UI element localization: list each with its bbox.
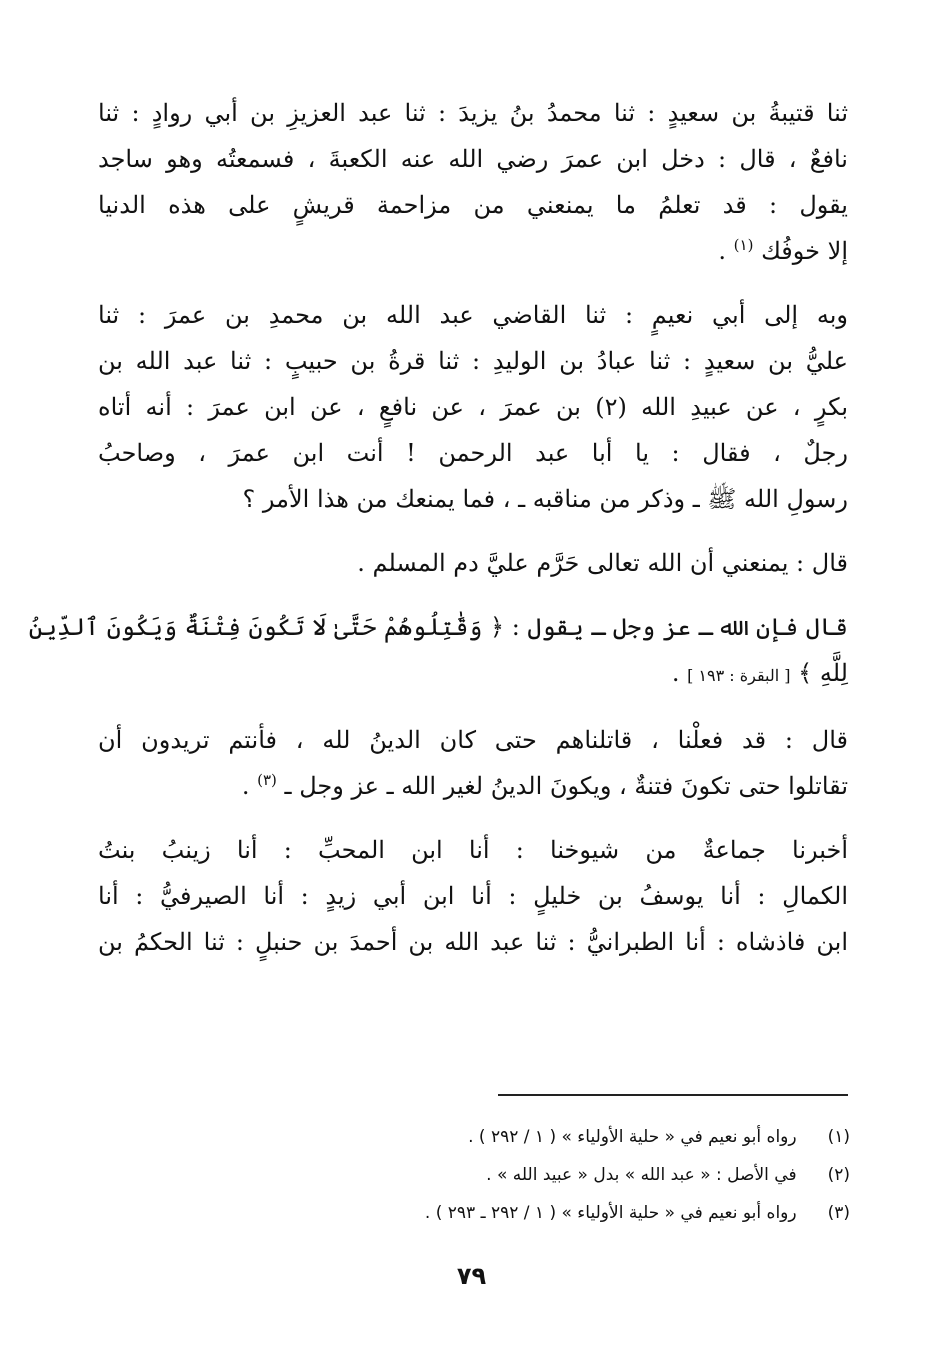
paragraph-1: [98, 90, 848, 274]
footnote-number: (٣): [827, 1203, 850, 1223]
main-text: [28, 90, 849, 983]
quran-verse-end-line: [98, 650, 848, 699]
text-segment: تقاتلوا حتى تكونَ فتنةٌ ، ويكونَ الدينُ لغير الله ـ عز وجل ـ: [284, 772, 848, 800]
text-segment: إلا خوفُك: [761, 237, 848, 265]
footnote-number: (١): [827, 1127, 850, 1147]
text-line: قال : قد فعلْنا ، قاتلناهم حتى كان الدينُ لله ، فأنتم تريدون أن: [98, 726, 848, 754]
text-line: عليُّ بن سعيدٍ : ثنا عبادُ بن الوليدِ : ثنا قرةُ بن حبيبٍ : ثنا عبد الله بن: [98, 347, 848, 375]
footnotes: [98, 1118, 850, 1232]
footnote-3: [98, 1194, 850, 1232]
footnote-marker: (٣): [257, 771, 277, 789]
text-line-with-footnote: [98, 763, 848, 809]
footnote-2: [98, 1156, 850, 1194]
page-number: ٧٩: [456, 1262, 487, 1290]
quran-verse-line: قال فإن الله ـ عز وجل ـ يقول : ﴿ وَقَٰتِلُوهُمْ حَتَّىٰ لَا تَكُونَ فِتْنَةٌ وَيَكُونَ ٱلدِّينُ: [28, 613, 848, 641]
text-segment: .: [241, 772, 258, 800]
text-line: يقول : قد تعلمُ ما يمنعني من مزاحمة قريشٍ على هذه الدنيا: [98, 191, 848, 219]
text-line: ثنا قتيبةُ بن سعيدٍ : ثنا محمدُ بنُ يزيدَ : ثنا عبد العزيزِ بن أبي روادٍ : ثنا: [98, 99, 848, 127]
text-line: ابن فاذشاه : أنا الطبرانيُّ : ثنا عبد الله بن أحمدَ بن حنبلٍ : ثنا الحكمُ بن: [98, 928, 848, 956]
paragraph-4: [28, 604, 848, 699]
paragraph-5: [98, 717, 848, 809]
footnote-number: (٢): [827, 1165, 850, 1185]
text-line: وبه إلى أبي نعيمٍ : ثنا القاضي عبد الله بن محمدِ بن عمرَ : ثنا: [98, 301, 848, 329]
text-line: قال : يمنعني أن الله تعالى حَرَّم عليَّ دم المسلم .: [357, 549, 848, 577]
paragraph-2: [98, 292, 848, 522]
footnote-marker: (١): [733, 236, 754, 254]
footnote-text: رواه أبو نعيم في « حلية الأولياء » ( ١ / ٢٩٢ ) .: [468, 1127, 797, 1147]
paragraph-6: [98, 827, 848, 965]
text-line: رسولِ الله ﷺ ـ وذكر من مناقبه ـ ، فما يمنعك من هذا الأمر ؟: [242, 485, 848, 513]
footnote-divider: [498, 1094, 848, 1096]
text-segment: .: [671, 659, 688, 687]
text-line-with-footnote: [98, 228, 848, 274]
text-line: رجلٌ ، فقال : يا أبا عبد الرحمن ! أنت ابن عمرَ ، وصاحبُ: [98, 439, 848, 467]
text-line: الكمالِ : أنا يوسفُ بن خليلٍ : أنا ابن أبي زيدٍ : أنا الصيرفيُّ : أنا: [98, 882, 849, 910]
text-line: أخبرنا جماعةٌ من شيوخنا : أنا ابن المحبِّ : أنا زينبُ بنتُ: [98, 836, 848, 864]
footnote-1: [98, 1118, 850, 1156]
paragraph-3: [98, 540, 848, 586]
text-segment: .: [718, 237, 734, 265]
text-line: بكرٍ ، عن عبيدِ الله (٢) بن عمرَ ، عن نافعٍ ، عن ابن عمرَ : أنه أتاه: [98, 393, 849, 421]
footnote-text: رواه أبو نعيم في « حلية الأولياء » ( ١ / ٢٩٢ ـ ٢٩٣ ) .: [424, 1203, 797, 1223]
text-line: نافعٌ ، قال : دخل ابن عمرَ رضي الله عنه الكعبةَ ، فسمعتُه وهو ساجد: [98, 145, 848, 173]
quran-verse-end: لِلَّهِ ﴾: [798, 659, 848, 687]
verse-reference: [ البقرة : ١٩٣ ]: [687, 666, 791, 685]
footnote-text: في الأصل : « عبد الله » بدل « عبيد الله » .: [486, 1165, 797, 1185]
